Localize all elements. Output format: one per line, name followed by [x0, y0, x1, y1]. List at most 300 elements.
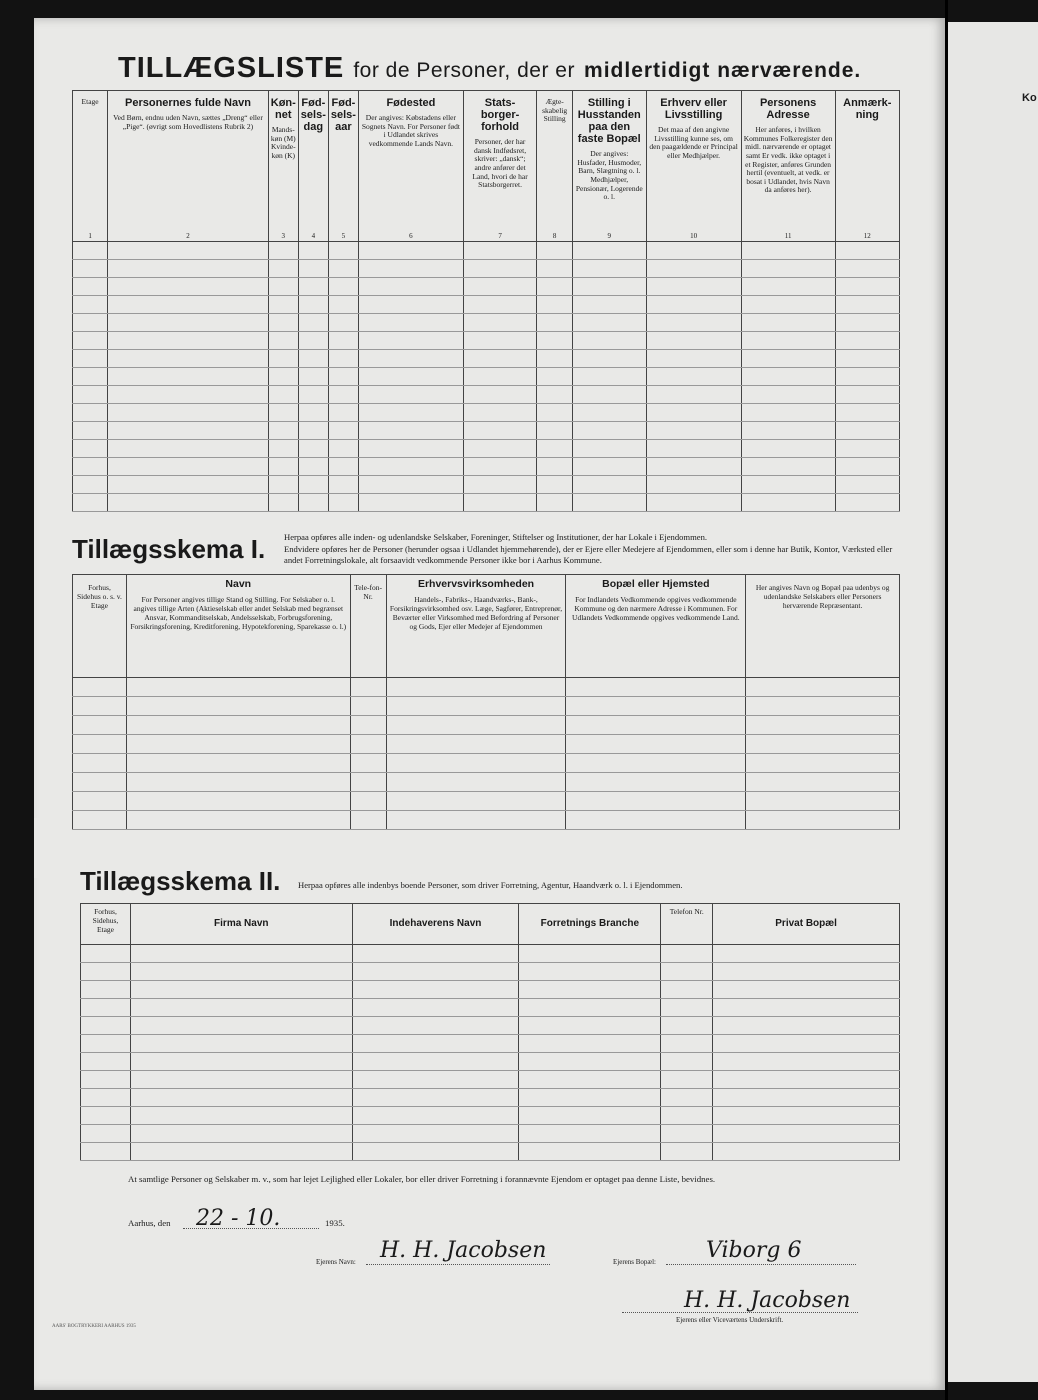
main-list-cell — [835, 296, 899, 314]
main-list-cell — [572, 278, 646, 296]
schedule-2-cell — [661, 1089, 713, 1107]
main-list-cell — [835, 350, 899, 368]
main-list-cell — [73, 260, 108, 278]
main-list-cell — [358, 278, 463, 296]
schedule-2-cell — [352, 1125, 519, 1143]
schedule-2-cell — [661, 999, 713, 1017]
main-col-number-7: 7 — [498, 231, 502, 240]
main-list-cell — [268, 314, 298, 332]
main-list-cell — [646, 332, 741, 350]
main-list-cell — [73, 386, 108, 404]
main-col-title-9: Stilling i Husstanden paa den faste Bopæl — [577, 97, 641, 145]
schedule-2-cell — [81, 1071, 131, 1089]
main-col-header-5 — [328, 91, 358, 242]
main-list-cell — [572, 440, 646, 458]
main-list-cell — [835, 242, 899, 260]
main-list-cell — [73, 350, 108, 368]
main-list-cell — [108, 332, 269, 350]
schedule-2-cell — [352, 1035, 519, 1053]
schedule-2-cell — [81, 1107, 131, 1125]
main-list-cell — [537, 476, 573, 494]
main-list-cell — [572, 314, 646, 332]
main-list-cell — [463, 260, 536, 278]
schedule-2-cell — [661, 1035, 713, 1053]
title-main: TILLÆGSLISTE — [118, 52, 345, 84]
schedule-2-row — [81, 1125, 900, 1143]
main-col-number-8: 8 — [552, 231, 557, 240]
main-col-header-8 — [537, 91, 573, 242]
main-list-cell — [572, 404, 646, 422]
main-list-cell — [572, 386, 646, 404]
main-col-header-11 — [741, 91, 835, 242]
main-list-cell — [108, 368, 269, 386]
declaration-text: At samtlige Personer og Selskaber m. v., som har lejet Lejlighed eller Lokaler, bor eller driver Forretning i forannævnte Ejendom er optaget paa denne Liste, bevidnes. — [128, 1174, 716, 1184]
main-col-title-4: Fød-sels-dag — [300, 97, 326, 133]
main-list-cell — [108, 386, 269, 404]
schedule-1-header-row — [73, 575, 900, 678]
main-list-cell — [463, 242, 536, 260]
main-list-cell — [73, 476, 108, 494]
schedule-1-cell — [566, 811, 746, 830]
main-list-cell — [741, 476, 835, 494]
main-col-number-10: 10 — [690, 231, 698, 240]
schedule-2-cell — [81, 1143, 131, 1161]
main-list-cell — [646, 260, 741, 278]
form-title — [118, 52, 861, 85]
schedule-1-col-header-2 — [126, 575, 350, 678]
schedule-1-cell — [126, 754, 350, 773]
schedule-1-row — [73, 811, 900, 830]
main-list-cell — [646, 440, 741, 458]
schedule-2-cell — [130, 945, 352, 963]
main-list-row — [73, 350, 900, 368]
schedule-2-cell — [713, 1143, 900, 1161]
schedule-2-cell — [352, 1107, 519, 1125]
main-col-number-3: 3 — [281, 231, 286, 240]
main-list-cell — [537, 440, 573, 458]
main-list-cell — [572, 476, 646, 494]
schedule-1-cell — [73, 792, 127, 811]
main-list-cell — [358, 440, 463, 458]
main-list-cell — [268, 422, 298, 440]
schedule-1-cell — [566, 697, 746, 716]
schedule-1-cell — [350, 773, 386, 792]
schedule-1-body — [73, 678, 900, 830]
main-list-cell — [572, 242, 646, 260]
right-page-text: Ko — [1022, 92, 1037, 104]
main-col-title-12: Anmærk-ning — [843, 97, 892, 121]
schedule-1-cell — [350, 735, 386, 754]
signature-label: Ejerens eller Viceværtens Underskrift. — [676, 1316, 784, 1324]
main-list-cell — [268, 476, 298, 494]
schedule-2-cell — [81, 1089, 131, 1107]
main-col-number-1: 1 — [88, 231, 92, 240]
schedule-2-cell — [519, 1143, 661, 1161]
schedule-2-cell — [519, 1017, 661, 1035]
main-list-cell — [537, 386, 573, 404]
main-list-cell — [835, 458, 899, 476]
main-list-cell — [646, 350, 741, 368]
main-col-number-4: 4 — [311, 231, 316, 240]
schedule-2-cell — [713, 1017, 900, 1035]
printer-mark: AARS' BOGTRYKKERI AARHUS 1935 — [52, 1324, 136, 1329]
main-list-cell — [835, 260, 899, 278]
year-label: 1935. — [325, 1218, 345, 1228]
main-col-header-9 — [572, 91, 646, 242]
schedule-1-cell — [566, 716, 746, 735]
main-list-header-row — [73, 91, 900, 242]
owner-name-value: H. H. Jacobsen — [380, 1238, 547, 1263]
main-list-row — [73, 404, 900, 422]
main-list-cell — [108, 458, 269, 476]
schedule-2-col-header-3: Indehaverens Navn — [352, 904, 519, 945]
main-list-cell — [463, 404, 536, 422]
main-col-note-7: Personer, der har dansk Indfødsret, skriver: „dansk“; andre anfører det Land, hvori de har Statsborgerret. — [472, 137, 528, 190]
main-list-cell — [73, 368, 108, 386]
schedule-2-row — [81, 1143, 900, 1161]
main-list-cell — [572, 350, 646, 368]
main-list-cell — [741, 404, 835, 422]
main-list-cell — [358, 476, 463, 494]
schedule-1-cell — [566, 735, 746, 754]
schedule-2-cell — [519, 1089, 661, 1107]
schedule-2-cell — [713, 1035, 900, 1053]
schedule-2-cell — [519, 1071, 661, 1089]
schedule-2-cell — [81, 1035, 131, 1053]
main-list-row — [73, 368, 900, 386]
main-list-cell — [108, 350, 269, 368]
schedule-2-cell — [81, 1125, 131, 1143]
schedule-1-col-title-5: Bopæl eller Hjemsted — [602, 578, 710, 590]
main-col-header-4 — [298, 91, 328, 242]
main-list-cell — [73, 404, 108, 422]
main-list-cell — [268, 332, 298, 350]
schedule-1-cell — [386, 716, 566, 735]
main-list-cell — [463, 314, 536, 332]
main-col-header-10 — [646, 91, 741, 242]
schedule-2-cell — [661, 1053, 713, 1071]
main-list-row — [73, 476, 900, 494]
schedule-2-cell — [661, 1125, 713, 1143]
main-list-cell — [741, 296, 835, 314]
owner-name-label: Ejerens Navn: — [316, 1258, 356, 1266]
main-list-cell — [298, 494, 328, 512]
main-list-cell — [268, 350, 298, 368]
schedule-2-cell — [661, 1107, 713, 1125]
main-list-cell — [572, 422, 646, 440]
main-list-cell — [741, 440, 835, 458]
schedule-1-cell — [350, 754, 386, 773]
main-list-cell — [328, 242, 358, 260]
main-list-row — [73, 296, 900, 314]
schedule-1-cell — [73, 773, 127, 792]
schedule-1-row — [73, 792, 900, 811]
main-list-cell — [741, 422, 835, 440]
schedule-1-cell — [386, 697, 566, 716]
main-list-cell — [358, 386, 463, 404]
schedule-1-desc-2: Endvidere opføres her de Personer (herunder ogsaa i Udlandet hjemmehørende), der er Ejere eller Medejere af Ejendommen, eller som i denne har Butik, Kontor, Værksted eller andet Forretningslokale, alt forsaavidt vedkommende Personer ikke bor i Aarhus Kommune. — [284, 543, 893, 566]
schedule-1-cell — [350, 811, 386, 830]
schedule-1-description — [284, 532, 899, 567]
main-list-cell — [537, 368, 573, 386]
main-list-cell — [328, 278, 358, 296]
main-list-cell — [572, 458, 646, 476]
main-list-cell — [537, 314, 573, 332]
main-list-cell — [268, 260, 298, 278]
main-list-cell — [741, 494, 835, 512]
schedule-1-col-header-3 — [350, 575, 386, 678]
main-list-cell — [572, 260, 646, 278]
main-list-cell — [328, 260, 358, 278]
schedule-2-cell — [130, 1107, 352, 1125]
main-col-number-11: 11 — [784, 231, 792, 240]
schedule-1-col-note-5: For Indlandets Vedkommende opgives vedkommende Kommune og den nærmere Adresse i Kommunen. For Udlandets Vedkommende opgives vedkommende Land. — [572, 595, 740, 622]
schedule-1-cell — [746, 811, 900, 830]
main-list-cell — [328, 314, 358, 332]
schedule-2-row — [81, 999, 900, 1017]
main-col-header-1 — [73, 91, 108, 242]
main-list-cell — [646, 368, 741, 386]
main-list-cell — [298, 278, 328, 296]
schedule-1-cell — [746, 792, 900, 811]
schedule-2-title: Tillægsskema II. — [80, 866, 281, 896]
schedule-1-row — [73, 773, 900, 792]
main-col-title-10: Erhverv eller Livsstilling — [660, 97, 727, 121]
schedule-2-cell — [352, 1017, 519, 1035]
main-list-cell — [298, 386, 328, 404]
schedule-1-cell — [126, 697, 350, 716]
schedule-1-col-note-2: For Personer angives tillige Stand og Stilling. For Selskaber o. l. angives tillige Arten (Aktieselskab eller andet Selskab med begrænset Ansvar, Kommanditselskab, Andelsselskab, Forbrugsforening, Forsikringsforening, Kreditforening, Hypotekforening, Sparekasse o. l.) — [130, 595, 347, 631]
main-list-cell — [646, 386, 741, 404]
main-list-cell — [646, 296, 741, 314]
main-col-number-9: 9 — [607, 231, 612, 240]
main-col-note-3: Mands-køn (M) Kvinde-køn (K) — [270, 125, 296, 160]
main-list-cell — [73, 458, 108, 476]
main-list-cell — [537, 404, 573, 422]
schedule-2-cell — [130, 963, 352, 981]
schedule-1-cell — [350, 792, 386, 811]
schedule-2-cell — [81, 963, 131, 981]
main-list-cell — [835, 404, 899, 422]
main-list-cell — [646, 476, 741, 494]
main-col-title-7: Stats-borger-forhold — [480, 97, 520, 133]
main-list-cell — [358, 332, 463, 350]
main-list-cell — [298, 440, 328, 458]
main-col-header-3 — [268, 91, 298, 242]
schedule-2-cell — [661, 1017, 713, 1035]
schedule-1-row — [73, 754, 900, 773]
main-list-cell — [268, 278, 298, 296]
main-list-cell — [328, 458, 358, 476]
main-list-cell — [268, 404, 298, 422]
main-list-cell — [646, 494, 741, 512]
schedule-1-cell — [73, 716, 127, 735]
main-list-cell — [741, 458, 835, 476]
main-list-cell — [835, 494, 899, 512]
main-list-cell — [358, 350, 463, 368]
main-list-cell — [358, 314, 463, 332]
main-list-cell — [108, 296, 269, 314]
schedule-2-cell — [81, 945, 131, 963]
schedule-2-cell — [81, 999, 131, 1017]
main-col-number-2: 2 — [186, 231, 190, 240]
schedule-2-cell — [130, 1089, 352, 1107]
main-col-number-5: 5 — [341, 231, 346, 240]
schedule-2-cell — [352, 1089, 519, 1107]
main-list-row — [73, 314, 900, 332]
schedule-2-cell — [661, 963, 713, 981]
schedule-1-cell — [126, 678, 350, 697]
main-list-cell — [328, 296, 358, 314]
main-list-cell — [358, 296, 463, 314]
main-list-cell — [835, 440, 899, 458]
schedule-2-cell — [130, 1143, 352, 1161]
schedule-2-cell — [713, 1071, 900, 1089]
schedule-1-cell — [746, 773, 900, 792]
main-col-note-6: Der angives: Købstadens eller Sognets Navn. For Personer født i Udlandet skrives vedkommende Lands Navn. — [361, 113, 460, 148]
main-list-cell — [463, 476, 536, 494]
schedule-2-cell — [713, 1125, 900, 1143]
main-list-cell — [463, 296, 536, 314]
main-list-cell — [835, 386, 899, 404]
schedule-2-cell — [519, 981, 661, 999]
main-list-cell — [268, 296, 298, 314]
main-list-body — [73, 242, 900, 512]
main-list-cell — [463, 332, 536, 350]
schedule-2-cell — [713, 1107, 900, 1125]
schedule-2-cell — [713, 981, 900, 999]
owner-name-line — [366, 1264, 550, 1265]
main-col-note-1: Etage — [81, 97, 99, 106]
main-list-row — [73, 278, 900, 296]
main-col-note-8: Ægte-skabelig Stilling — [542, 97, 568, 124]
main-list-cell — [835, 476, 899, 494]
schedule-1-row — [73, 678, 900, 697]
schedule-2-row — [81, 981, 900, 999]
schedule-1-desc-1: Herpaa opføres alle inden- og udenlandske Selskaber, Foreninger, Stiftelser og Institutioner, der har Lokale i Ejendommen. — [284, 532, 708, 542]
main-list-cell — [835, 422, 899, 440]
main-list-cell — [646, 404, 741, 422]
schedule-2-cell — [352, 1053, 519, 1071]
right-page — [948, 22, 1038, 1382]
main-col-note-11: Her anføres, i hvilken Kommunes Folkeregister den midl. nærværende er optaget samt Er vedk. ikke optaget i et Register, anføres Grunden hertil (eventuelt, at vedk. er bosat i Udlandet, hvis Navn da anføres her). — [743, 125, 833, 195]
schedule-2-cell — [519, 999, 661, 1017]
main-list-cell — [463, 350, 536, 368]
schedule-2-row — [81, 1017, 900, 1035]
main-list-cell — [298, 350, 328, 368]
main-list-cell — [108, 278, 269, 296]
schedule-2-row — [81, 1053, 900, 1071]
schedule-2-cell — [352, 945, 519, 963]
main-col-note-10: Det maa af den angivne Livsstilling kunne ses, om den paagældende er Principal eller Medhjælper. — [649, 125, 738, 160]
schedule-2-cell — [661, 1071, 713, 1089]
main-list-cell — [298, 314, 328, 332]
main-list-cell — [537, 332, 573, 350]
main-col-header-6 — [358, 91, 463, 242]
main-list-cell — [646, 458, 741, 476]
schedule-1-cell — [73, 678, 127, 697]
main-list-row — [73, 494, 900, 512]
main-list-cell — [572, 296, 646, 314]
main-list-cell — [358, 494, 463, 512]
schedule-2-cell — [519, 1107, 661, 1125]
title-end: midlertidigt nærværende. — [584, 59, 862, 82]
schedule-1-cell — [126, 716, 350, 735]
schedule-2-row — [81, 1035, 900, 1053]
title-mid: for de Personer, der er — [353, 59, 575, 82]
schedule-2-cell — [713, 945, 900, 963]
main-list-cell — [835, 332, 899, 350]
main-list-cell — [298, 458, 328, 476]
schedule-2-cell — [713, 1089, 900, 1107]
main-col-header-2 — [108, 91, 269, 242]
schedule-2-cell — [519, 1125, 661, 1143]
schedule-1-cell — [386, 754, 566, 773]
main-list-cell — [463, 494, 536, 512]
main-list-cell — [646, 422, 741, 440]
schedule-1-cell — [73, 697, 127, 716]
schedule-2-cell — [130, 981, 352, 999]
schedule-1-col-header-5 — [566, 575, 746, 678]
main-list-cell — [73, 314, 108, 332]
schedule-1-col-note-1: Forhus, Sidehus o. s. v. Etage — [77, 583, 122, 610]
schedule-2-cell — [130, 1125, 352, 1143]
main-col-number-6: 6 — [409, 231, 413, 240]
schedule-1-cell — [746, 754, 900, 773]
main-list-cell — [268, 458, 298, 476]
main-list-cell — [572, 368, 646, 386]
schedule-2-body — [81, 945, 900, 1161]
schedule-2-col-header-2: Firma Navn — [130, 904, 352, 945]
schedule-1-col-title-2: Navn — [225, 578, 252, 590]
schedule-1-cell — [566, 754, 746, 773]
schedule-1-cell — [350, 697, 386, 716]
schedule-2-col-header-4: Forretnings Branche — [519, 904, 661, 945]
main-list-cell — [108, 242, 269, 260]
main-list-cell — [463, 386, 536, 404]
schedule-2-row — [81, 1071, 900, 1089]
main-list-cell — [835, 368, 899, 386]
main-list-cell — [741, 314, 835, 332]
main-list-cell — [537, 350, 573, 368]
main-list-cell — [108, 314, 269, 332]
main-list-cell — [741, 260, 835, 278]
schedule-2-cell — [713, 963, 900, 981]
schedule-2-row — [81, 945, 900, 963]
schedule-2-row — [81, 1107, 900, 1125]
main-col-header-12 — [835, 91, 899, 242]
main-list-cell — [537, 494, 573, 512]
schedule-1-col-note-4: Handels-, Fabriks-, Haandværks-, Bank-, Forsikringsvirksomhed osv. Læge, Sagfører, Entreprenør, Beværter eller Virksomhed med Befordring af Personer og Gods, Ejer eller Medejer af Ejendommen — [389, 595, 563, 631]
main-list-cell — [537, 278, 573, 296]
main-col-title-5: Fød-sels-aar — [330, 97, 356, 133]
page-tab — [34, 818, 74, 878]
date-handwritten: 22 - 10. — [196, 1206, 281, 1231]
schedule-2-cell — [81, 1017, 131, 1035]
schedule-1-cell — [386, 811, 566, 830]
main-list-cell — [463, 278, 536, 296]
main-list-cell — [358, 404, 463, 422]
schedule-1-cell — [746, 697, 900, 716]
main-list-cell — [463, 440, 536, 458]
main-col-number-12: 12 — [863, 231, 871, 240]
main-col-note-9: Der angives: Husfader, Husmoder, Barn, Slægtning o. l. Medhjælper, Pensionær, Logerende o. l. — [575, 149, 643, 202]
main-list-cell — [298, 404, 328, 422]
schedule-1-col-note-3: Tele-fon-Nr. — [354, 583, 382, 601]
main-list-cell — [268, 440, 298, 458]
main-list-cell — [537, 422, 573, 440]
schedule-1-cell — [386, 773, 566, 792]
